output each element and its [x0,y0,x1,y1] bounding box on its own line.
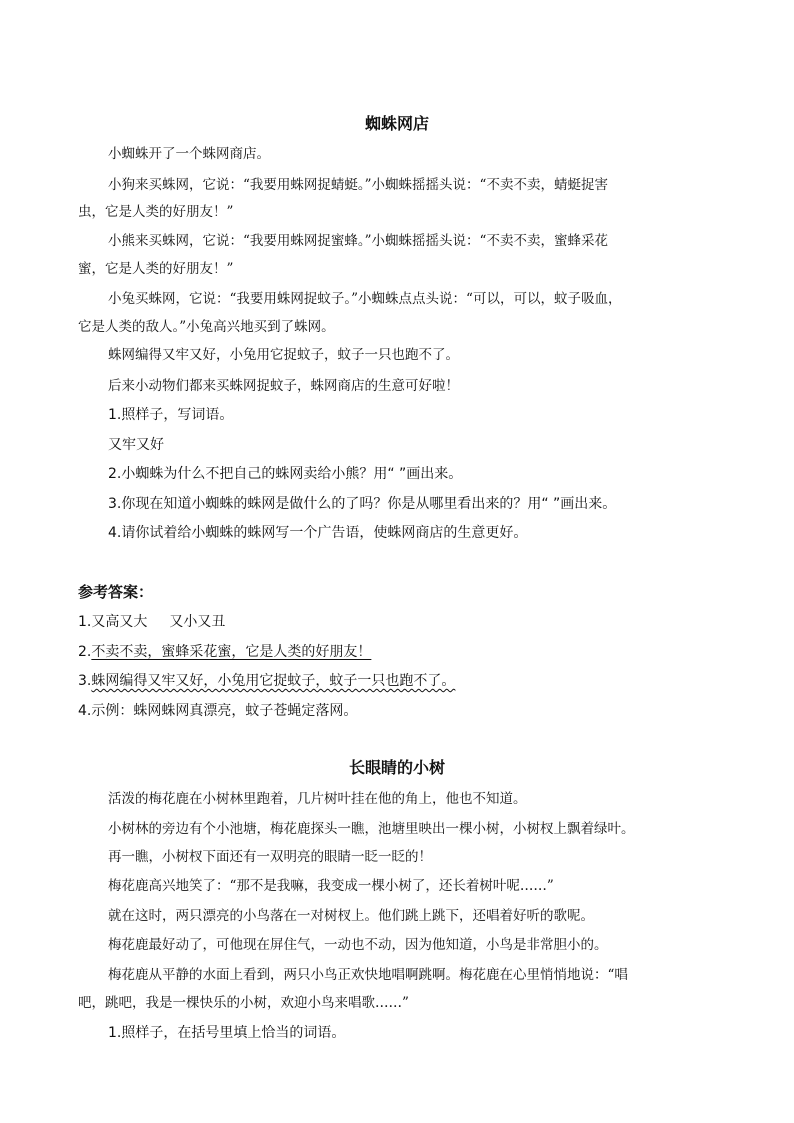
answer-2 [78,643,371,661]
answer-1-word-1: 又高又大 [91,614,148,630]
story2-paragraph: 小树林的旁边有个小池塘，梅花鹿探头一瞧，池塘里映出一棵小树，小树杈上飘着绿叶。 [108,821,635,837]
answer-1-number: 1. [78,614,92,630]
story1-question: 3.你现在知道小蜘蛛的蛛网是做什么的了吗？你是从哪里看出来的？用“ ”画出来。 [108,496,617,512]
story1-paragraph: 后来小动物们都来买蛛网捉蚊子，蛛网商店的生意可好啦！ [108,378,459,394]
story2-paragraph: 再一瞧，小树杈下面还有一双明亮的眼睛一眨一眨的！ [108,849,432,865]
story1-paragraph: 小蜘蛛开了一个蛛网商店。 [108,146,270,162]
story2-title: 长眼睛的小树 [348,758,445,777]
answers-heading: 参考答案： [78,583,154,601]
story1-question: 4.请你试着给小蜘蛛的蛛网写一个广告语，使蛛网商店的生意更好。 [108,525,528,541]
answer-2-number: 2. [78,644,92,660]
story1-title: 蜘蛛网店 [364,114,429,133]
answer-3-number: 3. [78,673,92,689]
answer-3 [78,672,455,690]
story1-paragraph: 蛛网编得又牢又好，小兔用它捉蚊子，蚊子一只也跑不了。 [108,347,459,363]
story1-example-word: 又牢又好 [108,437,164,453]
answer-2-underlined-text: 不卖不卖，蜜蜂采花蜜，它是人类的好朋友！ [91,644,372,660]
story1-paragraph: 小兔买蛛网，它说：“我要用蛛网捉蚊子。”小蜘蛛点点头说：“可以，可以，蚊子吸血， [108,291,622,307]
story1-paragraph: 蜜，它是人类的好朋友！” [78,261,234,277]
story1-paragraph: 虫，它是人类的好朋友！” [78,204,234,220]
story2-paragraph: 吧，跳吧，我是一棵快乐的小树，欢迎小鸟来唱歌……” [78,995,409,1011]
story1-paragraph: 它是人类的敌人。”小兔高兴地买到了蛛网。 [78,319,335,335]
story1-paragraph: 小狗来买蛛网，它说：“我要用蛛网捉蜻蜓。”小蜘蛛摇摇头说：“不卖不卖，蜻蜓捉害 [108,177,608,193]
story1-paragraph: 小熊来买蛛网，它说：“我要用蛛网捉蜜蜂。”小蜘蛛摇摇头说：“不卖不卖，蜜蜂采花 [108,233,608,249]
story2-paragraph: 就在这时，两只漂亮的小鸟落在一对树杈上。他们跳上跳下，还唱着好听的歌呢。 [108,908,594,924]
story2-paragraph: 梅花鹿高兴地笑了：“那不是我嘛，我变成一棵小树了，还长着树叶呢……” [108,878,554,894]
story2-paragraph: 活泼的梅花鹿在小树林里跑着，几片树叶挂在他的角上，他也不知道。 [108,791,527,807]
answer-3-wavy-underlined-text: 蛛网编得又牢又好，小兔用它捉蚊子，蚊子一只也跑不了。 [91,673,456,689]
story1-question: 1.照样子，写词语。 [108,407,234,423]
answer-1 [78,613,225,631]
story2-paragraph: 梅花鹿最好动了，可他现在屏住气，一动也不动，因为他知道，小鸟是非常胆小的。 [108,937,608,953]
answer-1-word-2: 又小又丑 [169,614,226,630]
answer-4: 4.示例：蛛网蛛网真漂亮，蚊子苍蝇定落网。 [78,703,358,719]
story2-question: 1.照样子，在括号里填上恰当的词语。 [108,1025,346,1041]
story1-question: 2.小蜘蛛为什么不把自己的蛛网卖给小熊？用“ ”画出来。 [108,466,463,482]
story2-paragraph: 梅花鹿从平静的水面上看到，两只小鸟正欢快地唱啊跳啊。梅花鹿在心里悄悄地说：“唱 [108,967,628,983]
